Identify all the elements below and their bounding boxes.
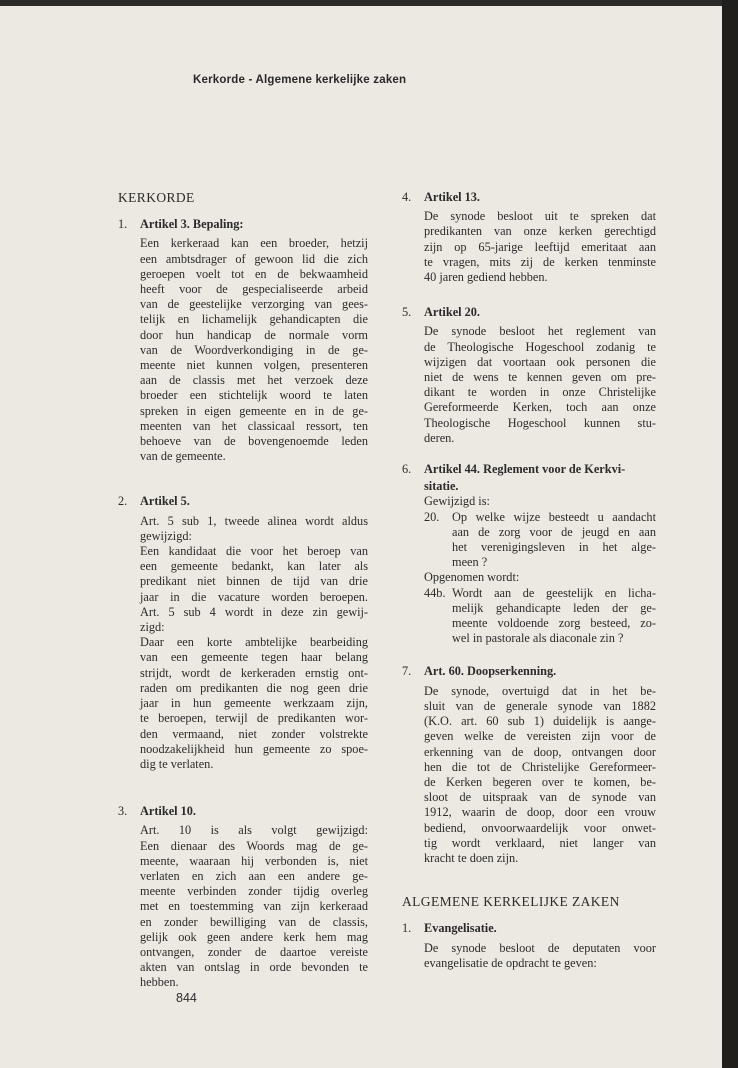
article-title: Artikel 10. <box>140 804 197 819</box>
text-line: door hun handicap de normale vorm <box>140 327 368 342</box>
text-line: melijk gehandicapte leden der ge- <box>452 600 656 615</box>
text-line: Theologische Hogeschool kunnen stu- <box>424 415 656 430</box>
text-line: telijk en lichamelijk gehandicapten die <box>140 312 368 327</box>
text-line: wel in pastorale als diaconale zin ? <box>452 631 624 646</box>
text-line: aan de classis met het verzoek deze <box>140 373 368 388</box>
item-label: 20. <box>424 509 440 524</box>
book-spine-edge <box>722 0 738 1068</box>
text-line: bediend, onvoorwaardelijk voor onwet- <box>424 820 656 835</box>
text-line: Daar een korte ambtelijke bearbeiding <box>140 635 368 650</box>
running-head: Kerkorde - Algemene kerkelijke zaken <box>193 74 407 86</box>
text-line: sloot de uitspraak van de synode van <box>424 790 656 805</box>
article-title-line2: sitatie. <box>424 479 459 494</box>
article-title: Artikel 3. Bepaling: <box>140 217 244 232</box>
text-line: Art. 5 sub 4 wordt in deze zin gewij- <box>140 604 368 619</box>
text-line: akten van ontslag in orde bevonden te <box>140 960 368 975</box>
amendment-intro: Gewijzigd is: <box>424 494 490 509</box>
text-line: van de gemeente. <box>140 449 226 464</box>
text-line: predikant niet binnen de tijd van drie <box>140 574 368 589</box>
text-line: den vermaand, niet zonder volstrekte <box>140 726 368 741</box>
text-line: raden om predikanten die nog geen drie <box>140 680 368 695</box>
text-line: meente niet kunnen volgen, presenteren <box>140 358 368 373</box>
article-body <box>424 684 656 866</box>
text-line: met en toestemming van zijn kerkeraad <box>140 899 368 914</box>
text-line: kracht te doen zijn. <box>424 850 519 865</box>
article-title: Art. 60. Doopserkenning. <box>424 664 557 679</box>
text-line: meen ? <box>452 555 488 570</box>
amendment-mid: Opgenomen wordt: <box>424 570 520 585</box>
section-title-kerkorde: KERKORDE <box>118 190 195 205</box>
article-1 <box>118 217 368 464</box>
article-title-line1: Artikel 44. Reglement voor de Kerkvi- <box>424 462 626 477</box>
text-line: Een dienaar des Woords mag de ge- <box>140 838 368 853</box>
article-number: 1. <box>118 217 128 232</box>
text-line: meenten van het classicaal ressort, ten <box>140 418 368 433</box>
text-line: Een kandidaat die voor het beroep van <box>140 544 368 559</box>
text-line: strijdt, wordt de kerkeraden ernstig ont- <box>140 665 368 680</box>
article-number: 7. <box>402 664 412 679</box>
article-4 <box>402 190 656 285</box>
text-line: evangelisatie de opdracht te geven: <box>424 955 597 970</box>
text-line: een gemeente bedankt, kan later als <box>140 559 368 574</box>
article-body <box>424 209 656 285</box>
article-7 <box>402 664 656 866</box>
right-column <box>402 190 656 971</box>
page-number: 844 <box>176 991 197 1005</box>
text-line: zijn op 65-jarige leeftijd emeritaat aan <box>424 239 656 254</box>
text-line: geven welke de vereisten zijn voor de <box>424 729 656 744</box>
article-number: 3. <box>118 804 128 819</box>
text-line: heeft voor de gespecialiseerde arbeid <box>140 282 368 297</box>
article-body <box>140 236 368 464</box>
article-title: Artikel 5. <box>140 494 190 509</box>
text-line: hebben. <box>140 975 179 990</box>
text-line: 40 jaren gediend hebben. <box>424 270 548 285</box>
text-line: behoeve van de bovengenoemde leden <box>140 434 368 449</box>
text-line: Op welke wijze besteedt u aandacht <box>452 509 656 524</box>
text-line: erkenning van de doop, ontvangen door <box>424 744 656 759</box>
text-line: verlaten en zich aan een andere ge- <box>140 868 368 883</box>
text-line: deren. <box>424 430 455 445</box>
article-2 <box>118 494 368 772</box>
left-column <box>118 190 368 991</box>
text-line: geroepen voelt tot en de bekwaamheid <box>140 266 368 281</box>
text-line: (K.O. art. 60 sub 1) duidelijk is aange- <box>424 714 656 729</box>
text-line: jaar in hun gemeente werkzaam zijn, <box>140 696 368 711</box>
text-line: gewijzigd: <box>140 528 192 543</box>
article-5 <box>402 305 656 446</box>
text-line: jaar in die vacature worden beroepen. <box>140 589 368 604</box>
article-6 <box>402 462 656 646</box>
text-line: De synode besloot het reglement van <box>424 324 656 339</box>
text-line: en zonder bewilliging van de classis, <box>140 914 368 929</box>
text-line: ontvangen, zonder de daartoe vereiste <box>140 944 368 959</box>
article-body <box>424 324 656 446</box>
text-line: meente verbinden zonder tijdig overleg <box>140 884 368 899</box>
text-line: een ambtsdrager of gewoon lid die zich <box>140 251 368 266</box>
text-line: niet de wens te kennen geven om pre- <box>424 370 656 385</box>
item-text <box>452 586 656 647</box>
article-body <box>140 823 368 990</box>
text-line: De synode besloot de deputaten voor <box>424 940 656 955</box>
text-line: te vragen, mits zij de kerken tenminste <box>424 254 656 269</box>
text-line: sluit van de generale synode van 1882 <box>424 698 656 713</box>
article-body <box>424 941 656 971</box>
text-line: De synode besloot uit te spreken dat <box>424 209 656 224</box>
amendment-item-20 <box>424 510 656 571</box>
text-line: aan de zorg voor de jeugd en aan <box>452 524 656 539</box>
article-number: 6. <box>402 462 412 477</box>
text-line: het verenigingsleven in het alge- <box>452 540 656 555</box>
text-line: van de Woordverkondiging in de ge- <box>140 342 368 357</box>
article-title: Artikel 13. <box>424 190 481 204</box>
text-line: Art. 10 is als volgt gewijzigd: <box>140 823 368 838</box>
text-line: Wordt aan de geestelijk en licha- <box>452 585 656 600</box>
text-line: broeder een stichtelijk woord te laten <box>140 388 368 403</box>
article-body <box>140 514 368 772</box>
article-3 <box>118 804 368 990</box>
text-line: Art. 5 sub 1, tweede alinea wordt aldus <box>140 513 368 528</box>
section-title-algemene: ALGEMENE KERKELIJKE ZAKEN <box>402 894 620 910</box>
text-line: van een gemeente tegen haar belang <box>140 650 368 665</box>
text-line: noodzakelijkheid hun gemeente zo spoe- <box>140 741 368 756</box>
text-line: dig te verlaten. <box>140 756 214 771</box>
text-line: hen die tot de Christelijke Gereformeer- <box>424 759 656 774</box>
text-line: zigd: <box>140 620 165 635</box>
text-line: Gereformeerde Kerken, toch aan onze <box>424 400 656 415</box>
article-number: 1. <box>402 921 412 936</box>
item-label: 44b. <box>424 585 446 600</box>
document-page <box>0 6 722 1068</box>
article-number: 5. <box>402 305 412 320</box>
text-line: Een kerkeraad kan een broeder, hetzij <box>140 236 368 251</box>
text-line: gelijk ook geen andere kerk hem mag <box>140 929 368 944</box>
text-line: spreken in eigen gemeente en in de ge- <box>140 403 368 418</box>
text-line: de Kerken begeren over te komen, be- <box>424 774 656 789</box>
article-title: Artikel 20. <box>424 305 481 320</box>
text-line: meente, waaraan hij verbonden is, niet <box>140 853 368 868</box>
item-text <box>452 510 656 571</box>
text-line: 1912, waarin de doop, door een vrouw <box>424 805 656 820</box>
text-line: te beroepen, terwijl de predikanten wor- <box>140 711 368 726</box>
text-line: dikant te worden in onze Christelijke <box>424 385 656 400</box>
text-line: tig wordt verklaard, niet langer van <box>424 835 656 850</box>
text-line: van de geestelijke verzorging van gees- <box>140 297 368 312</box>
text-line: De synode, overtuigd dat in het be- <box>424 683 656 698</box>
text-line: de Theologische Hogeschool zodanig te <box>424 339 656 354</box>
article-number: 4. <box>402 190 412 204</box>
article-number: 2. <box>118 494 128 509</box>
article-title: Evangelisatie. <box>424 921 497 936</box>
article-b1 <box>402 921 656 971</box>
amendment-item-44b <box>424 586 656 647</box>
text-line: wijzigen dat voortaan ook personen die <box>424 354 656 369</box>
text-line: predikanten van onze kerken gerechtigd <box>424 224 656 239</box>
text-line: meente voldoende zorg besteed, zo- <box>452 616 656 631</box>
